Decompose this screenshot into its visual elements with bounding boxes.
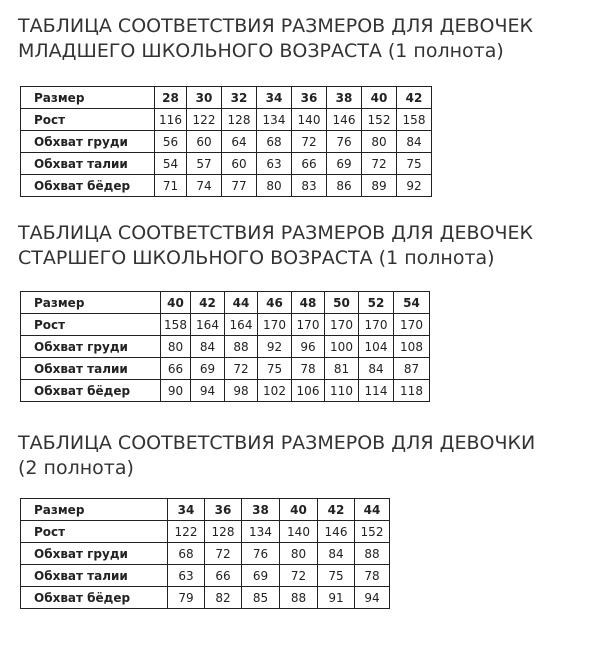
table-cell: 75 (258, 358, 292, 380)
size-header-cell: 50 (325, 292, 359, 314)
size-header-cell: 44 (355, 499, 390, 521)
table-cell: 102 (258, 380, 292, 402)
table-cell: 158 (397, 109, 432, 131)
table-row (21, 521, 390, 543)
table-cell: 170 (359, 314, 394, 336)
table-cell: 152 (355, 521, 390, 543)
table-cell: 63 (168, 565, 205, 587)
table-cell: 83 (292, 175, 327, 197)
table-row (21, 175, 432, 197)
size-header-cell: 42 (397, 87, 432, 109)
table-cell: 89 (362, 175, 397, 197)
table-cell: 108 (394, 336, 430, 358)
size-header-cell: 44 (225, 292, 258, 314)
table-cell: 106 (292, 380, 325, 402)
table-cell: 69 (191, 358, 225, 380)
table-cell: 122 (168, 521, 205, 543)
table-cell: 71 (155, 175, 187, 197)
table-cell: 75 (318, 565, 355, 587)
table-cell: 170 (325, 314, 359, 336)
size-header-cell: 42 (191, 292, 225, 314)
size-header-cell: 34 (168, 499, 205, 521)
table-cell: 116 (155, 109, 187, 131)
table-cell: 66 (205, 565, 242, 587)
table-cell: 164 (225, 314, 258, 336)
table-cell: 56 (155, 131, 187, 153)
size-header-cell: 40 (280, 499, 318, 521)
table-cell: 84 (397, 131, 432, 153)
table-row (21, 565, 390, 587)
table-cell: 118 (394, 380, 430, 402)
table-cell: 110 (325, 380, 359, 402)
row-label: Обхват бёдер (21, 175, 155, 197)
table-cell: 158 (161, 314, 191, 336)
table-cell: 76 (327, 131, 362, 153)
size-header-cell: 42 (318, 499, 355, 521)
size-header-cell: 46 (258, 292, 292, 314)
row-label: Обхват груди (21, 131, 155, 153)
table-cell: 104 (359, 336, 394, 358)
table-cell: 80 (161, 336, 191, 358)
size-header-cell: 48 (292, 292, 325, 314)
table-cell: 88 (225, 336, 258, 358)
table-cell: 72 (205, 543, 242, 565)
table-cell: 82 (205, 587, 242, 609)
table-cell: 68 (168, 543, 205, 565)
title-line: ТАБЛИЦА СООТВЕТСТВИЯ РАЗМЕРОВ ДЛЯ ДЕВОЧЕК (18, 222, 533, 244)
table-cell: 146 (318, 521, 355, 543)
table-cell: 170 (292, 314, 325, 336)
table-cell: 84 (359, 358, 394, 380)
table-cell: 91 (318, 587, 355, 609)
table-cell: 134 (242, 521, 280, 543)
section-title-junior (18, 14, 533, 64)
table-cell: 140 (280, 521, 318, 543)
table-cell: 90 (161, 380, 191, 402)
table-cell: 76 (242, 543, 280, 565)
table-header-row (21, 499, 390, 521)
title-line: ТАБЛИЦА СООТВЕТСТВИЯ РАЗМЕРОВ ДЛЯ ДЕВОЧЕК (18, 15, 533, 37)
title-line: МЛАДШЕГО ШКОЛЬНОГО ВОЗРАСТА (1 полнота) (18, 40, 504, 62)
table-cell: 77 (222, 175, 257, 197)
table-cell: 66 (161, 358, 191, 380)
size-table-fullness2 (20, 498, 390, 609)
table-cell: 80 (362, 131, 397, 153)
table-cell: 92 (397, 175, 432, 197)
size-header-cell: 28 (155, 87, 187, 109)
table-cell: 88 (355, 543, 390, 565)
table-cell: 72 (225, 358, 258, 380)
title-line: ТАБЛИЦА СООТВЕТСТВИЯ РАЗМЕРОВ ДЛЯ ДЕВОЧКИ (18, 432, 536, 454)
table-cell: 85 (242, 587, 280, 609)
header-label: Размер (21, 292, 161, 314)
table-cell: 94 (355, 587, 390, 609)
table-cell: 75 (397, 153, 432, 175)
row-label: Обхват талии (21, 565, 168, 587)
table-cell: 81 (325, 358, 359, 380)
table-row (21, 380, 430, 402)
row-label: Рост (21, 109, 155, 131)
table-row (21, 587, 390, 609)
table-row (21, 131, 432, 153)
size-header-cell: 52 (359, 292, 394, 314)
size-header-cell: 34 (257, 87, 292, 109)
table-cell: 86 (327, 175, 362, 197)
table-cell: 164 (191, 314, 225, 336)
header-label: Размер (21, 87, 155, 109)
table-cell: 170 (394, 314, 430, 336)
title-line: СТАРШЕГО ШКОЛЬНОГО ВОЗРАСТА (1 полнота) (18, 247, 495, 269)
table-cell: 80 (280, 543, 318, 565)
size-header-cell: 30 (187, 87, 222, 109)
table-cell: 63 (257, 153, 292, 175)
section-title-fullness2 (18, 431, 535, 481)
table-cell: 78 (292, 358, 325, 380)
table-cell: 146 (327, 109, 362, 131)
row-label: Обхват талии (21, 358, 161, 380)
row-label: Обхват талии (21, 153, 155, 175)
table-row (21, 336, 430, 358)
table-cell: 128 (222, 109, 257, 131)
table-cell: 72 (292, 131, 327, 153)
table-cell: 69 (327, 153, 362, 175)
row-label: Обхват груди (21, 336, 161, 358)
section-title-senior (18, 221, 533, 271)
table-cell: 96 (292, 336, 325, 358)
title-line: (2 полнота) (18, 457, 134, 479)
table-cell: 100 (325, 336, 359, 358)
table-cell: 72 (280, 565, 318, 587)
row-label: Обхват бёдер (21, 380, 161, 402)
row-label: Обхват груди (21, 543, 168, 565)
table-cell: 92 (258, 336, 292, 358)
row-label: Рост (21, 521, 168, 543)
table-row (21, 153, 432, 175)
size-header-cell: 38 (242, 499, 280, 521)
table-row (21, 314, 430, 336)
table-cell: 170 (258, 314, 292, 336)
table-cell: 79 (168, 587, 205, 609)
table-cell: 66 (292, 153, 327, 175)
size-table-junior (20, 86, 432, 197)
table-cell: 94 (191, 380, 225, 402)
table-cell: 84 (318, 543, 355, 565)
table-cell: 84 (191, 336, 225, 358)
table-cell: 80 (257, 175, 292, 197)
table-cell: 152 (362, 109, 397, 131)
table-cell: 68 (257, 131, 292, 153)
table-cell: 69 (242, 565, 280, 587)
table-row (21, 543, 390, 565)
size-header-cell: 40 (161, 292, 191, 314)
table-cell: 98 (225, 380, 258, 402)
size-header-cell: 32 (222, 87, 257, 109)
table-header-row (21, 87, 432, 109)
table-cell: 122 (187, 109, 222, 131)
table-cell: 88 (280, 587, 318, 609)
row-label: Рост (21, 314, 161, 336)
table-cell: 78 (355, 565, 390, 587)
size-header-cell: 40 (362, 87, 397, 109)
size-header-cell: 54 (394, 292, 430, 314)
row-label: Обхват бёдер (21, 587, 168, 609)
table-row (21, 109, 432, 131)
table-cell: 114 (359, 380, 394, 402)
table-cell: 72 (362, 153, 397, 175)
table-cell: 54 (155, 153, 187, 175)
size-table-senior (20, 291, 430, 402)
size-header-cell: 38 (327, 87, 362, 109)
header-label: Размер (21, 499, 168, 521)
table-row (21, 358, 430, 380)
table-header-row (21, 292, 430, 314)
table-cell: 87 (394, 358, 430, 380)
table-cell: 128 (205, 521, 242, 543)
table-cell: 60 (222, 153, 257, 175)
size-header-cell: 36 (292, 87, 327, 109)
table-cell: 74 (187, 175, 222, 197)
table-cell: 60 (187, 131, 222, 153)
table-cell: 57 (187, 153, 222, 175)
table-cell: 140 (292, 109, 327, 131)
table-cell: 134 (257, 109, 292, 131)
table-cell: 64 (222, 131, 257, 153)
size-header-cell: 36 (205, 499, 242, 521)
